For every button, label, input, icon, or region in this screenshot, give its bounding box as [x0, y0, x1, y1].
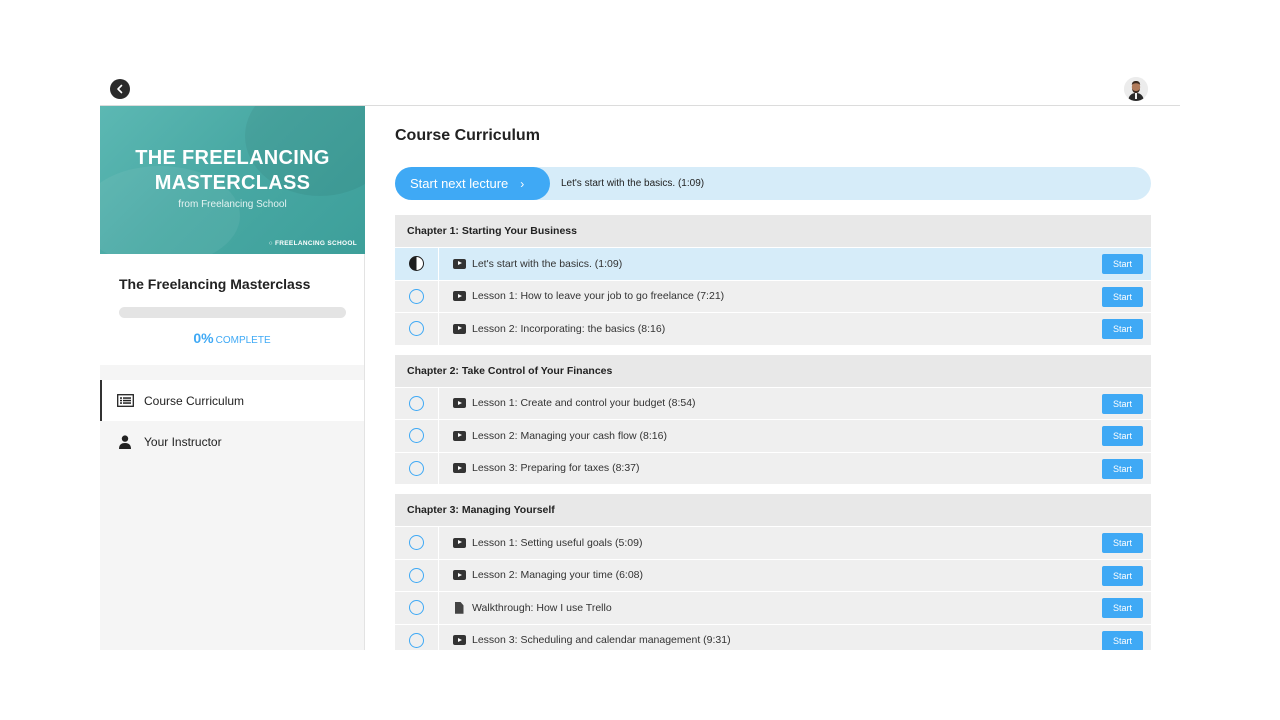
course-title: The Freelancing Masterclass: [119, 276, 311, 292]
start-lesson-button[interactable]: Start: [1102, 459, 1143, 479]
list-icon: [116, 394, 134, 408]
chapter-section: [395, 494, 1151, 650]
empty-circle-icon: [409, 289, 424, 304]
hero-title: THE FREELANCING MASTERCLASS: [135, 147, 330, 194]
lesson-title: Lesson 3: Scheduling and calendar management (9:31): [472, 634, 731, 647]
lesson-status-cell: [395, 453, 439, 485]
video-icon: [452, 462, 466, 474]
lesson-status-cell: [395, 527, 439, 559]
lesson-status-cell: [395, 592, 439, 624]
start-lesson-button[interactable]: Start: [1102, 319, 1143, 339]
avatar-image: [1124, 77, 1148, 101]
start-lesson-button[interactable]: Start: [1102, 287, 1143, 307]
lesson-row[interactable]: [395, 527, 1151, 559]
chapter-title: Chapter 2: Take Control of Your Finances: [395, 355, 1151, 387]
empty-circle-icon: [409, 428, 424, 443]
lesson-row[interactable]: [395, 420, 1151, 452]
lesson-title: Lesson 2: Managing your time (6:08): [472, 569, 644, 582]
start-lesson-button[interactable]: Start: [1102, 598, 1143, 618]
person-icon: [116, 435, 134, 449]
sidebar-nav: [100, 380, 364, 462]
lesson-status-cell: [395, 420, 439, 452]
start-lesson-button[interactable]: Start: [1102, 533, 1143, 553]
video-icon: [452, 323, 466, 335]
lesson-title: Lesson 1: How to leave your job to go freelance (7:21): [472, 290, 725, 303]
video-icon: [452, 397, 466, 409]
video-icon: [452, 258, 466, 270]
back-button[interactable]: [110, 79, 130, 99]
start-lesson-button[interactable]: Start: [1102, 426, 1143, 446]
hero-brand: ○ FREELANCING SCHOOL: [268, 240, 357, 247]
empty-circle-icon: [409, 633, 424, 648]
main-content: [395, 106, 1151, 650]
empty-circle-icon: [409, 535, 424, 550]
lesson-row[interactable]: [395, 313, 1151, 345]
empty-circle-icon: [409, 600, 424, 615]
lesson-title: Lesson 2: Managing your cash flow (8:16): [472, 429, 667, 442]
lesson-title: Lesson 2: Incorporating: the basics (8:16): [472, 322, 666, 335]
top-bar: [100, 72, 1180, 106]
lesson-row[interactable]: [395, 281, 1151, 313]
nav-item-your-instructor[interactable]: [100, 421, 364, 462]
video-icon: [452, 537, 466, 549]
chapter-section: [395, 215, 1151, 345]
document-icon: [452, 602, 466, 614]
lesson-row[interactable]: [395, 388, 1151, 420]
chevron-right-icon: ›: [520, 176, 525, 191]
empty-circle-icon: [409, 396, 424, 411]
chapter-title: Chapter 1: Starting Your Business: [395, 215, 1151, 247]
lesson-row[interactable]: [395, 625, 1151, 651]
next-lecture-bar: [395, 167, 1151, 200]
nav-item-course-curriculum[interactable]: [100, 380, 364, 421]
nav-item-label: Course Curriculum: [144, 393, 245, 408]
page-title: Course Curriculum: [395, 127, 540, 144]
hero-subtitle: from Freelancing School: [178, 199, 287, 210]
lesson-row[interactable]: [395, 453, 1151, 485]
video-icon: [452, 290, 466, 302]
lesson-title: Lesson 1: Setting useful goals (5:09): [472, 536, 643, 549]
progress-complete-label: COMPLETE: [215, 335, 271, 346]
lesson-status-cell: [395, 248, 439, 280]
nav-item-label: Your Instructor: [144, 434, 222, 449]
brand-ring-icon: ○: [268, 240, 273, 247]
chapter-section: [395, 355, 1151, 485]
lesson-status-cell: [395, 313, 439, 345]
video-icon: [452, 569, 466, 581]
start-lesson-button[interactable]: Start: [1102, 254, 1143, 274]
course-progress-panel: [100, 254, 364, 365]
lesson-title: Walkthrough: How I use Trello: [472, 601, 612, 614]
next-lecture-title: Let's start with the basics. (1:09): [561, 178, 705, 189]
progress-bar: [119, 307, 346, 318]
lesson-row[interactable]: [395, 248, 1151, 280]
start-lesson-button[interactable]: Start: [1102, 394, 1143, 414]
progress-percent: 0%: [193, 330, 214, 346]
start-next-lecture-label: Start next lecture: [410, 176, 509, 191]
user-avatar[interactable]: [1124, 77, 1148, 101]
empty-circle-icon: [409, 568, 424, 583]
progress-label: [119, 330, 345, 348]
lesson-status-cell: [395, 281, 439, 313]
lesson-row[interactable]: [395, 560, 1151, 592]
lesson-status-cell: [395, 388, 439, 420]
empty-circle-icon: [409, 461, 424, 476]
chapter-title: Chapter 3: Managing Yourself: [395, 494, 1151, 526]
half-circle-icon: [409, 256, 424, 271]
lesson-status-cell: [395, 625, 439, 651]
lesson-title: Let's start with the basics. (1:09): [472, 257, 623, 270]
start-next-lecture-button[interactable]: [395, 167, 550, 200]
lesson-status-cell: [395, 560, 439, 592]
empty-circle-icon: [409, 321, 424, 336]
start-lesson-button[interactable]: Start: [1102, 631, 1143, 651]
curriculum-list: [395, 215, 1151, 650]
lesson-title: Lesson 1: Create and control your budget (8:54): [472, 397, 696, 410]
video-icon: [452, 430, 466, 442]
sidebar: [100, 106, 365, 650]
video-icon: [452, 634, 466, 646]
chevron-left-icon: [115, 84, 125, 94]
lesson-row[interactable]: [395, 592, 1151, 624]
start-lesson-button[interactable]: Start: [1102, 566, 1143, 586]
lesson-title: Lesson 3: Preparing for taxes (8:37): [472, 462, 640, 475]
course-hero-image: [100, 106, 365, 254]
